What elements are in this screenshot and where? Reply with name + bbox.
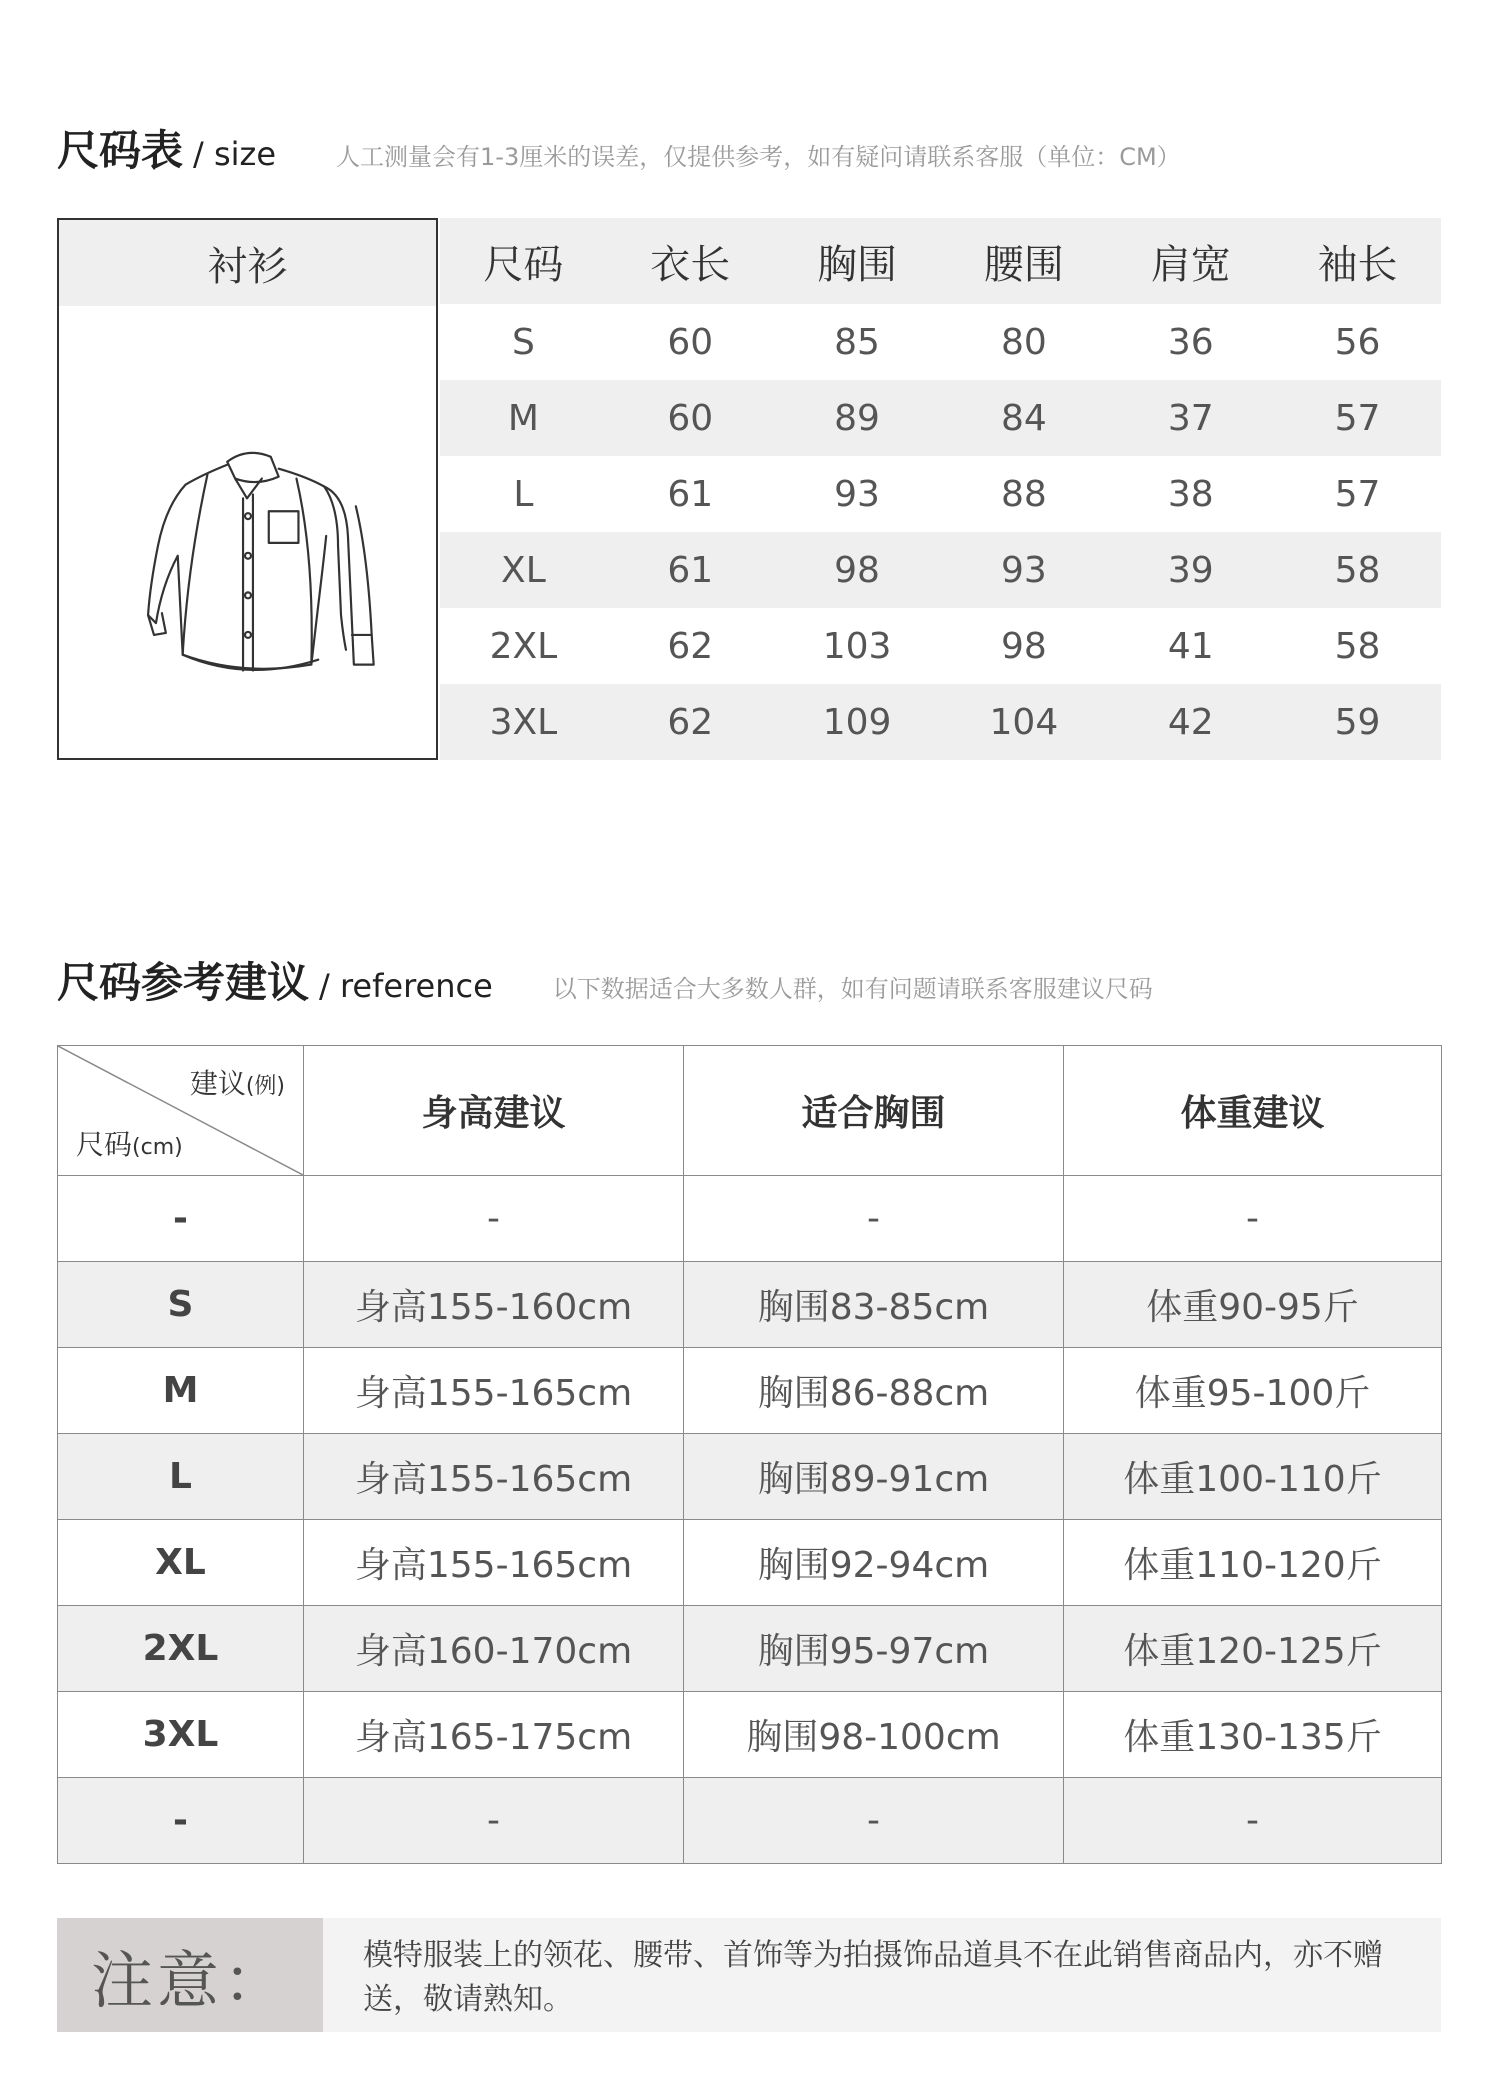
table-row — [440, 456, 1441, 532]
table-cell: 42 — [1107, 684, 1274, 760]
table-cell: 59 — [1274, 684, 1441, 760]
size-table — [440, 218, 1441, 760]
table-cell: 62 — [667, 625, 714, 667]
table-cell: 体重130-135斤 — [1064, 1692, 1442, 1778]
size-header-cell: 尺码 — [440, 218, 607, 304]
table-row — [440, 608, 1441, 684]
table-cell: 3XL — [58, 1692, 304, 1778]
corner-bottom-label: 尺码(cm) — [76, 1128, 183, 1161]
size-header-cell: 肩宽 — [1107, 218, 1274, 304]
corner-top-label: 建议(例) — [189, 1067, 285, 1100]
table-cell: 身高155-160cm — [304, 1262, 684, 1348]
table-cell: 身高155-165cm — [304, 1348, 684, 1434]
notice-label: 注意： — [57, 1918, 323, 2032]
table-row — [58, 1348, 1442, 1434]
table-cell: 104 — [940, 684, 1107, 760]
table-cell: 2XL — [58, 1606, 304, 1692]
table-row — [58, 1606, 1442, 1692]
table-row — [440, 304, 1441, 380]
table-row — [58, 1434, 1442, 1520]
table-row — [58, 1262, 1442, 1348]
table-cell: XL — [440, 532, 607, 608]
table-cell: S — [58, 1262, 304, 1348]
table-cell: - — [1064, 1176, 1442, 1262]
size-title-cn: 尺码表 — [57, 126, 184, 175]
table-cell: 41 — [1167, 625, 1214, 667]
table-cell: 体重110-120斤 — [1064, 1520, 1442, 1606]
size-section-title — [57, 118, 1181, 178]
size-title-en: / size — [193, 135, 277, 173]
table-cell: 60 — [607, 380, 774, 456]
table-cell: 109 — [774, 684, 941, 760]
reference-header-cell: 适合胸围 — [684, 1046, 1064, 1176]
table-cell: 88 — [1000, 473, 1047, 515]
table-cell: 2XL — [489, 625, 558, 667]
table-cell: XL — [58, 1520, 304, 1606]
table-cell: 体重100-110斤 — [1064, 1434, 1442, 1520]
size-table-header — [440, 218, 1441, 304]
table-cell: 37 — [1107, 380, 1274, 456]
table-row — [440, 532, 1441, 608]
table-cell: 体重90-95斤 — [1064, 1262, 1442, 1348]
table-row — [58, 1692, 1442, 1778]
reference-header-cell: 身高建议 — [304, 1046, 684, 1176]
table-cell: 58 — [1334, 625, 1381, 667]
garment-panel — [57, 218, 438, 760]
table-cell: 身高155-165cm — [304, 1434, 684, 1520]
table-cell: 胸围95-97cm — [684, 1606, 1064, 1692]
table-cell: M — [58, 1348, 304, 1434]
table-cell: M — [440, 380, 607, 456]
table-cell: 89 — [774, 380, 941, 456]
table-cell: 胸围98-100cm — [684, 1692, 1064, 1778]
table-cell: - — [304, 1176, 684, 1262]
reference-header-cell: 体重建议 — [1064, 1046, 1442, 1176]
table-cell: 体重120-125斤 — [1064, 1606, 1442, 1692]
table-cell: - — [1064, 1778, 1442, 1864]
table-cell: - — [684, 1778, 1064, 1864]
table-row — [58, 1176, 1442, 1262]
table-row — [440, 684, 1441, 760]
table-cell: 61 — [607, 532, 774, 608]
table-cell: L — [58, 1434, 304, 1520]
table-cell: 39 — [1107, 532, 1274, 608]
table-cell: 85 — [834, 321, 880, 363]
reference-table — [57, 1045, 1442, 1864]
table-cell: 胸围86-88cm — [684, 1348, 1064, 1434]
table-cell: 58 — [1274, 532, 1441, 608]
table-cell: 身高160-170cm — [304, 1606, 684, 1692]
table-cell: 98 — [774, 532, 941, 608]
table-row — [58, 1520, 1442, 1606]
table-cell: 62 — [607, 684, 774, 760]
table-cell: 93 — [940, 532, 1107, 608]
table-cell: 36 — [1167, 321, 1214, 363]
reference-section-title — [57, 950, 1153, 1010]
size-note: 人工测量会有1-3厘米的误差，仅提供参考，如有疑问请联系客服（单位：CM） — [336, 143, 1181, 171]
table-cell: 胸围89-91cm — [684, 1434, 1064, 1520]
table-cell: 38 — [1167, 473, 1214, 515]
shirt-icon — [59, 306, 436, 760]
table-cell: L — [513, 473, 534, 515]
size-header-cell: 腰围 — [940, 218, 1107, 304]
table-cell: 身高165-175cm — [304, 1692, 684, 1778]
table-cell: 93 — [834, 473, 880, 515]
table-cell: 103 — [822, 625, 892, 667]
table-cell: 57 — [1334, 473, 1381, 515]
table-cell: 98 — [1000, 625, 1047, 667]
table-cell: 胸围92-94cm — [684, 1520, 1064, 1606]
table-cell: 60 — [667, 321, 714, 363]
table-cell: 80 — [1000, 321, 1047, 363]
table-cell: 61 — [667, 473, 714, 515]
reference-title-cn: 尺码参考建议 — [57, 958, 310, 1007]
table-row — [58, 1778, 1442, 1864]
table-cell: - — [58, 1778, 304, 1864]
size-header-cell: 衣长 — [607, 218, 774, 304]
table-cell: 胸围83-85cm — [684, 1262, 1064, 1348]
table-cell: - — [684, 1176, 1064, 1262]
table-cell: - — [304, 1778, 684, 1864]
table-cell: 3XL — [440, 684, 607, 760]
table-cell: 身高155-165cm — [304, 1520, 684, 1606]
table-cell: 56 — [1334, 321, 1381, 363]
table-row — [440, 380, 1441, 456]
size-header-cell: 袖长 — [1274, 218, 1441, 304]
table-cell: - — [58, 1176, 304, 1262]
reference-table-header — [58, 1046, 1442, 1176]
reference-title-en: / reference — [319, 967, 493, 1005]
notice-text: 模特服装上的领花、腰带、首饰等为拍摄饰品道具不在此销售商品内，亦不赠送，敬请熟知。 — [363, 1938, 1383, 2017]
size-header-cell: 胸围 — [774, 218, 941, 304]
table-cell: S — [511, 321, 535, 363]
table-cell: 57 — [1274, 380, 1441, 456]
notice-box — [57, 1918, 1441, 2032]
table-cell: 84 — [940, 380, 1107, 456]
garment-label: 衬衫 — [59, 220, 436, 306]
diagonal-header-cell — [58, 1046, 304, 1176]
table-cell: 体重95-100斤 — [1064, 1348, 1442, 1434]
reference-note: 以下数据适合大多数人群，如有问题请联系客服建议尺码 — [552, 975, 1153, 1003]
